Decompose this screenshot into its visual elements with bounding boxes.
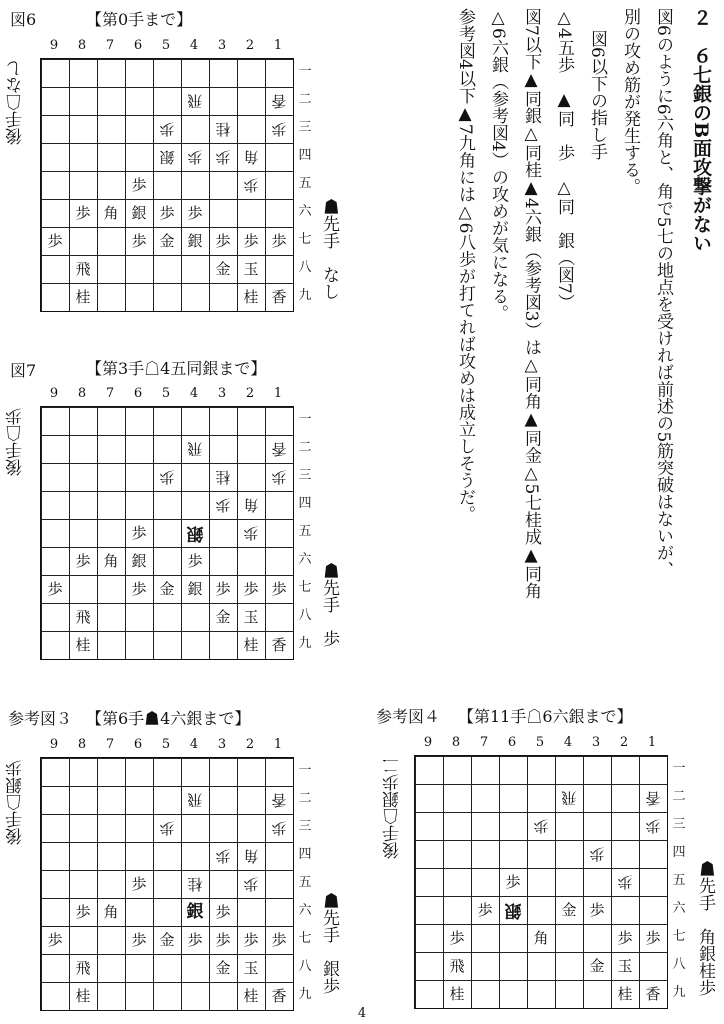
- rank-number: 四: [672, 845, 686, 860]
- sente-piece: 香: [271, 987, 287, 1005]
- file-number: 2: [245, 737, 255, 752]
- sente-piece: 角: [103, 903, 119, 921]
- sente-piece: 歩: [187, 552, 203, 570]
- rank-number: 七: [298, 931, 312, 946]
- paragraph: 参考図4以下▲7九角には△6八歩が打てれば攻めは成立しそうだ。: [455, 8, 475, 523]
- gote-piece: 歩: [159, 120, 175, 138]
- diagram-label: 図7: [10, 361, 37, 380]
- sente-piece: 桂: [243, 987, 259, 1005]
- gote-piece: 飛: [187, 92, 203, 110]
- sente-piece: 桂: [617, 985, 633, 1003]
- sente-piece: 香: [645, 985, 661, 1003]
- sente-piece: 飛: [75, 608, 91, 626]
- file-number: 3: [217, 386, 227, 401]
- sente-piece: 歩: [505, 873, 521, 891]
- rank-number: 六: [298, 903, 312, 918]
- diagram-caption: 【第11手☖6六銀まで】: [458, 707, 633, 726]
- diagram-caption: 【第3手☖4五同銀まで】: [86, 359, 267, 378]
- rank-number: 一: [298, 412, 312, 427]
- sente-piece: 角: [533, 929, 549, 947]
- rank-number: 五: [298, 875, 312, 890]
- sente-piece: 歩: [271, 232, 287, 250]
- sente-piece: 玉: [617, 957, 633, 975]
- rank-number: 九: [298, 987, 312, 1002]
- file-number: 2: [245, 38, 255, 53]
- gote-hand: 後手☖なし: [6, 60, 26, 145]
- file-number: 4: [189, 737, 199, 752]
- sente-piece: 玉: [243, 608, 259, 626]
- gote-piece: 歩: [271, 819, 287, 837]
- rank-number: 九: [298, 288, 312, 303]
- paragraph: 図7以下▲同銀△同桂▲4六銀（参考図3）は△同角▲同金△5七桂成▲同角: [521, 8, 541, 600]
- sente-piece: 桂: [75, 636, 91, 654]
- rank-number: 五: [298, 524, 312, 539]
- diagram-caption: 【第6手☗4六銀まで】: [86, 709, 251, 728]
- gote-piece: 歩: [159, 468, 175, 486]
- sente-piece: 歩: [215, 903, 231, 921]
- sente-piece: 金: [159, 232, 175, 250]
- rank-number: 四: [298, 496, 312, 511]
- sente-hand: ☗先手 なし: [319, 198, 339, 300]
- sente-piece: 玉: [243, 959, 259, 977]
- rank-number: 八: [298, 608, 312, 623]
- sente-piece: 桂: [449, 985, 465, 1003]
- sente-piece: 歩: [131, 875, 147, 893]
- rank-number: 一: [672, 761, 686, 776]
- gote-piece: 角: [243, 496, 259, 514]
- sente-piece: 歩: [243, 931, 259, 949]
- gote-piece: 歩: [243, 176, 259, 194]
- diagram-label: 参考図４: [376, 707, 441, 726]
- sente-piece: 金: [561, 901, 577, 919]
- rank-number: 四: [298, 847, 312, 862]
- sente-piece: 桂: [243, 636, 259, 654]
- sente-hand: ☗先手 角銀桂歩: [695, 860, 715, 996]
- file-number: 9: [49, 38, 59, 53]
- file-number: 7: [105, 737, 115, 752]
- gote-piece: 歩: [187, 148, 203, 166]
- gote-piece: 香: [645, 789, 661, 807]
- sente-piece: 銀: [187, 232, 203, 250]
- rank-number: 九: [672, 985, 686, 1000]
- file-number: 7: [479, 735, 489, 750]
- sente-piece: 歩: [131, 232, 147, 250]
- sente-piece: 歩: [477, 901, 493, 919]
- file-number: 5: [161, 737, 171, 752]
- gote-piece: 桂: [187, 875, 203, 893]
- file-number: 1: [273, 737, 283, 752]
- file-number: 2: [619, 735, 629, 750]
- file-number: 3: [217, 38, 227, 53]
- file-number: 6: [133, 38, 143, 53]
- sente-piece: 歩: [131, 931, 147, 949]
- gote-piece: 飛: [561, 789, 577, 807]
- file-number: 4: [189, 38, 199, 53]
- gote-piece: 歩: [215, 496, 231, 514]
- rank-number: 七: [298, 580, 312, 595]
- gote-piece: 歩: [589, 845, 605, 863]
- rank-number: 二: [298, 440, 312, 455]
- sente-piece: 香: [271, 636, 287, 654]
- rank-number: 九: [298, 636, 312, 651]
- gote-piece: 角: [243, 847, 259, 865]
- file-number: 8: [77, 38, 87, 53]
- file-number: 1: [273, 38, 283, 53]
- sente-piece: 歩: [47, 931, 63, 949]
- move-sequence: △4五歩 ▲同 歩 △同 銀（図7）: [554, 8, 574, 311]
- gote-piece: 飛: [187, 791, 203, 809]
- rank-number: 七: [298, 232, 312, 247]
- rank-number: 八: [672, 957, 686, 972]
- rank-number: 三: [298, 819, 312, 834]
- sente-piece: 銀: [186, 902, 204, 922]
- rank-number: 二: [672, 789, 686, 804]
- sente-piece: 歩: [449, 929, 465, 947]
- gote-piece: 桂: [215, 468, 231, 486]
- sente-piece: 歩: [645, 929, 661, 947]
- sente-piece: 歩: [75, 204, 91, 222]
- sente-piece: 歩: [243, 232, 259, 250]
- gote-piece: 銀: [159, 148, 175, 166]
- gote-hand: 後手☖銀歩二: [383, 757, 403, 859]
- section-heading: ２ ６七銀のB面攻撃がない: [690, 8, 712, 253]
- gote-piece: 歩: [645, 817, 661, 835]
- rank-number: 四: [298, 148, 312, 163]
- diagram-label: 図6: [10, 10, 37, 29]
- sente-piece: 歩: [159, 204, 175, 222]
- file-number: 8: [77, 386, 87, 401]
- gote-piece: 香: [271, 440, 287, 458]
- rank-number: 一: [298, 763, 312, 778]
- file-number: 5: [161, 386, 171, 401]
- shogi-board: [414, 755, 668, 1009]
- gote-hand: 後手☖銀歩: [6, 760, 26, 845]
- rank-number: 三: [298, 468, 312, 483]
- gote-piece: 銀: [186, 523, 204, 543]
- paragraph: 図6以下の指し手: [587, 30, 607, 160]
- file-number: 5: [161, 38, 171, 53]
- gote-piece: 歩: [271, 468, 287, 486]
- sente-piece: 飛: [75, 959, 91, 977]
- gote-piece: 歩: [243, 524, 259, 542]
- rank-number: 二: [298, 92, 312, 107]
- sente-hand: ☗先手 歩: [319, 562, 339, 647]
- sente-piece: 歩: [47, 580, 63, 598]
- sente-piece: 歩: [75, 903, 91, 921]
- sente-piece: 歩: [617, 929, 633, 947]
- sente-piece: 桂: [75, 288, 91, 306]
- sente-piece: 桂: [75, 987, 91, 1005]
- sente-piece: 歩: [187, 204, 203, 222]
- sente-piece: 角: [103, 204, 119, 222]
- sente-piece: 歩: [75, 552, 91, 570]
- file-number: 8: [77, 737, 87, 752]
- shogi-board: [40, 58, 294, 312]
- sente-piece: 歩: [131, 580, 147, 598]
- file-number: 3: [217, 737, 227, 752]
- rank-number: 七: [672, 929, 686, 944]
- file-number: 6: [133, 737, 143, 752]
- gote-piece: 歩: [617, 873, 633, 891]
- file-number: 3: [591, 735, 601, 750]
- sente-piece: 銀: [131, 204, 147, 222]
- gote-piece: 銀: [504, 900, 522, 920]
- sente-piece: 銀: [131, 552, 147, 570]
- rank-number: 五: [672, 873, 686, 888]
- sente-piece: 歩: [271, 931, 287, 949]
- gote-piece: 歩: [243, 875, 259, 893]
- sente-piece: 歩: [215, 580, 231, 598]
- sente-piece: 歩: [47, 232, 63, 250]
- rank-number: 八: [298, 959, 312, 974]
- rank-number: 三: [298, 120, 312, 135]
- gote-piece: 香: [271, 92, 287, 110]
- gote-piece: 歩: [159, 819, 175, 837]
- diagram-caption: 【第0手まで】: [86, 10, 193, 29]
- file-number: 6: [507, 735, 517, 750]
- gote-hand: 後手☖歩: [6, 408, 26, 476]
- file-number: 2: [245, 386, 255, 401]
- gote-piece: 歩: [533, 817, 549, 835]
- sente-piece: 歩: [243, 580, 259, 598]
- rank-number: 八: [298, 260, 312, 275]
- file-number: 9: [423, 735, 433, 750]
- file-number: 4: [563, 735, 573, 750]
- paragraph: 図6のように6六角と、角で5七の地点を受ければ前述の5筋突破はないが、: [653, 8, 673, 579]
- shogi-board: [40, 757, 294, 1011]
- file-number: 7: [105, 386, 115, 401]
- sente-piece: 飛: [75, 260, 91, 278]
- file-number: 9: [49, 386, 59, 401]
- file-number: 8: [451, 735, 461, 750]
- gote-piece: 歩: [215, 847, 231, 865]
- rank-number: 六: [672, 901, 686, 916]
- file-number: 4: [189, 386, 199, 401]
- rank-number: 三: [672, 817, 686, 832]
- sente-piece: 歩: [215, 931, 231, 949]
- file-number: 1: [647, 735, 657, 750]
- sente-piece: 桂: [243, 288, 259, 306]
- rank-number: 二: [298, 791, 312, 806]
- gote-piece: 桂: [215, 120, 231, 138]
- diagram-label: 参考図３: [8, 709, 73, 728]
- rank-number: 一: [298, 64, 312, 79]
- sente-hand: ☗先手 銀歩: [319, 892, 339, 994]
- sente-piece: 玉: [243, 260, 259, 278]
- paragraph: 別の攻め筋が発生する。: [620, 8, 640, 195]
- sente-piece: 香: [271, 288, 287, 306]
- sente-piece: 金: [589, 957, 605, 975]
- file-number: 5: [535, 735, 545, 750]
- sente-piece: 歩: [131, 524, 147, 542]
- sente-piece: 歩: [215, 232, 231, 250]
- file-number: 1: [273, 386, 283, 401]
- sente-piece: 歩: [589, 901, 605, 919]
- sente-piece: 銀: [187, 580, 203, 598]
- sente-piece: 金: [215, 608, 231, 626]
- gote-piece: 飛: [187, 440, 203, 458]
- sente-piece: 金: [159, 931, 175, 949]
- rank-number: 六: [298, 204, 312, 219]
- rank-number: 六: [298, 552, 312, 567]
- sente-piece: 金: [215, 959, 231, 977]
- article: [443, 8, 712, 648]
- gote-piece: 角: [243, 148, 259, 166]
- sente-piece: 角: [103, 552, 119, 570]
- sente-piece: 歩: [131, 176, 147, 194]
- rank-number: 五: [298, 176, 312, 191]
- gote-piece: 歩: [215, 148, 231, 166]
- file-number: 6: [133, 386, 143, 401]
- gote-piece: 香: [271, 791, 287, 809]
- paragraph: △6六銀（参考図4）の攻めが気になる。: [488, 8, 508, 322]
- sente-piece: 歩: [187, 931, 203, 949]
- shogi-board: [40, 406, 294, 660]
- file-number: 9: [49, 737, 59, 752]
- file-number: 7: [105, 38, 115, 53]
- sente-piece: 飛: [449, 957, 465, 975]
- page-number: 4: [357, 1006, 367, 1021]
- sente-piece: 金: [159, 580, 175, 598]
- sente-piece: 歩: [271, 580, 287, 598]
- gote-piece: 歩: [271, 120, 287, 138]
- sente-piece: 金: [215, 260, 231, 278]
